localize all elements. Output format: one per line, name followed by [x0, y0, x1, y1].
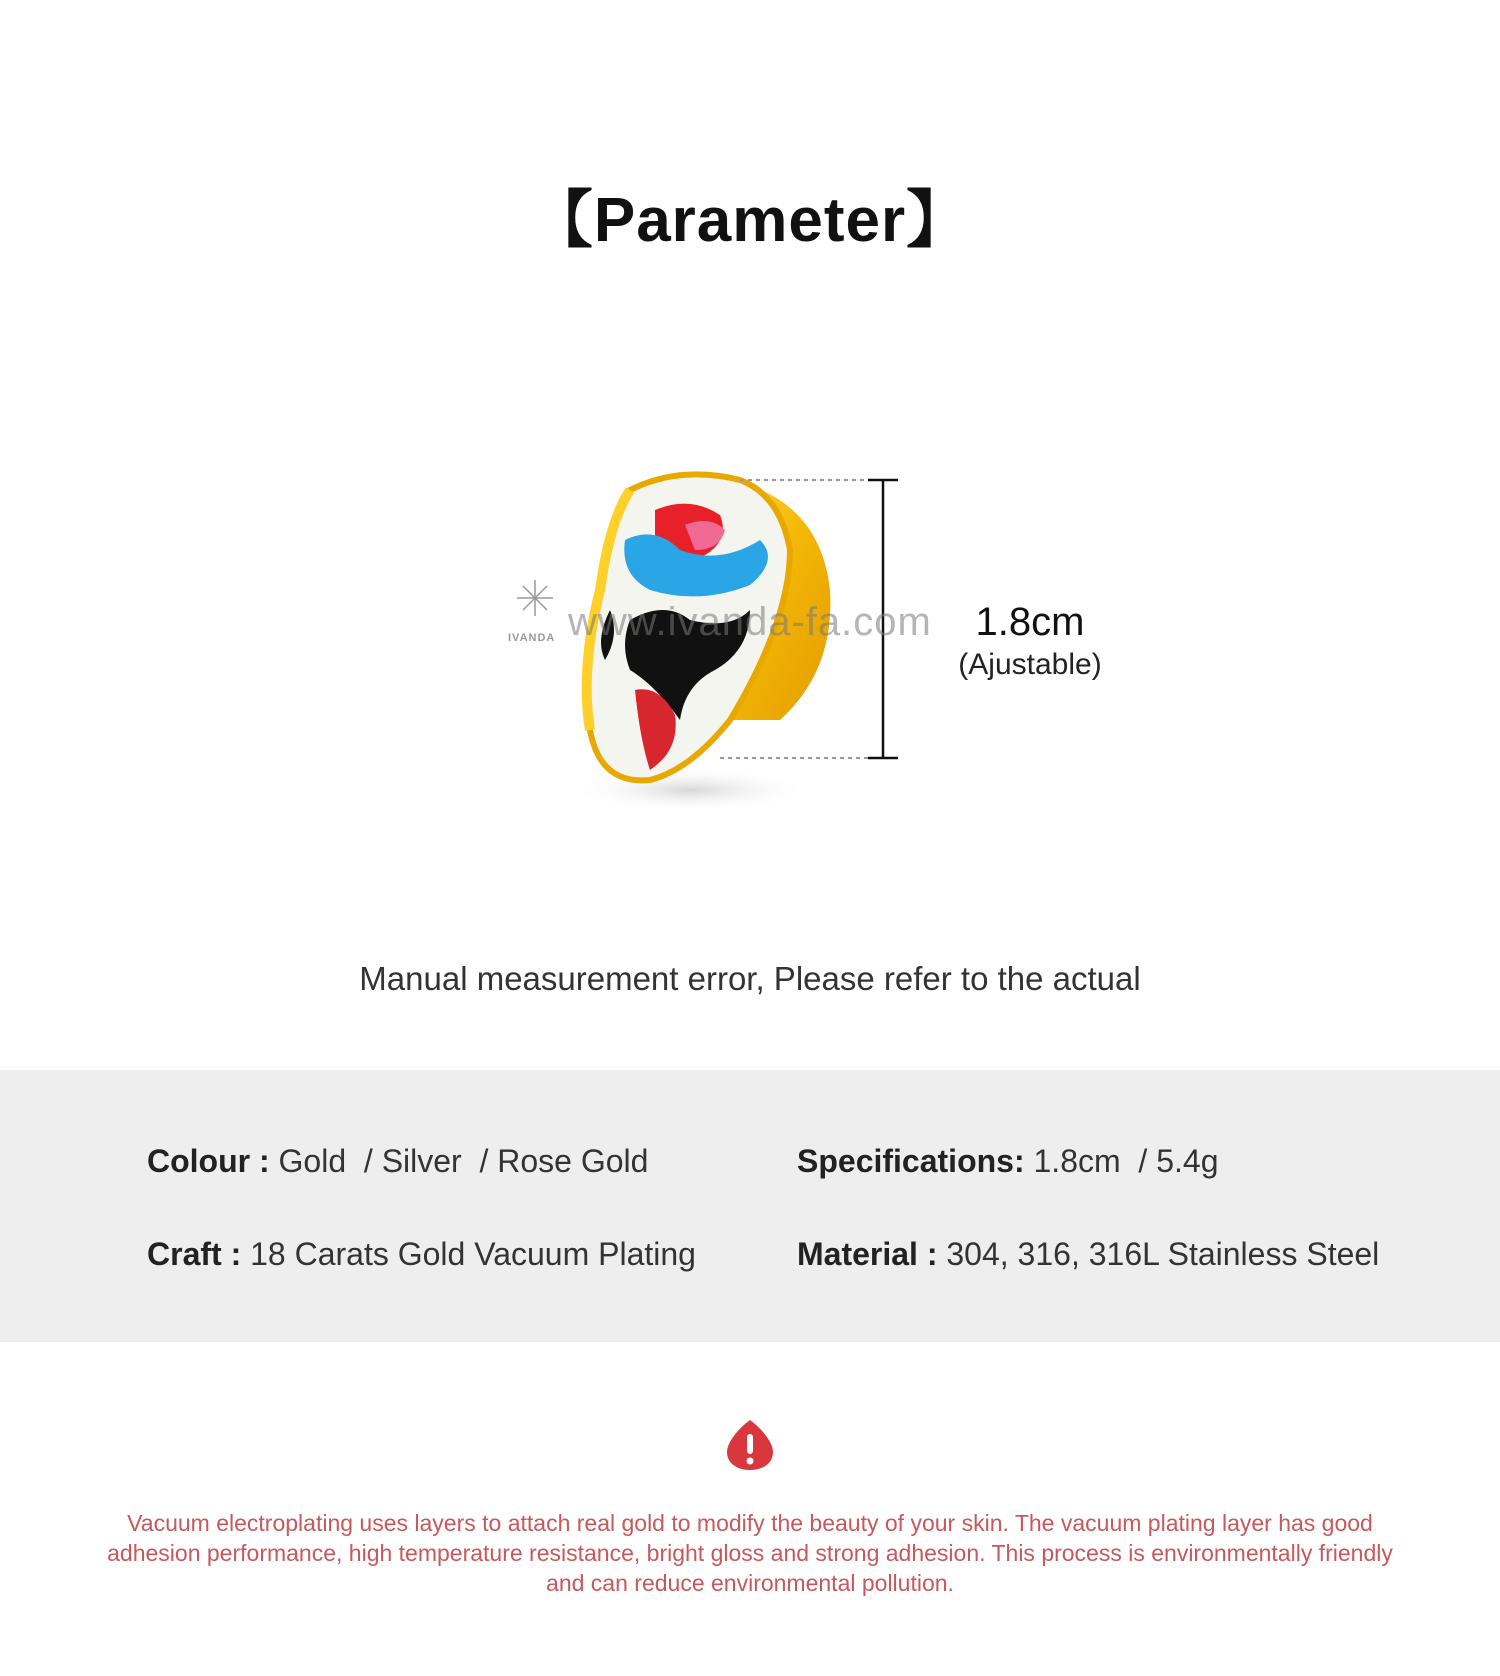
spec-craft-value: 18 Carats Gold Vacuum Plating	[250, 1236, 696, 1272]
specs-panel	[0, 1070, 1500, 1342]
measurement-caption: Manual measurement error, Please refer to the actual	[359, 960, 1141, 997]
spec-colour	[147, 1143, 648, 1180]
spec-specifications-value: 1.8cm / 5.4g	[1033, 1143, 1219, 1179]
spec-craft-label: Craft :	[147, 1236, 242, 1272]
spec-colour-value: Gold / Silver / Rose Gold	[278, 1143, 649, 1179]
spec-material-value: 304, 316, 316L Stainless Steel	[946, 1236, 1380, 1272]
spec-material-label: Material :	[797, 1236, 938, 1272]
dimension-value: 1.8cm	[975, 600, 1085, 644]
spec-specifications	[797, 1143, 1218, 1180]
plating-note: Vacuum electroplating uses layers to attach real gold to modify the beauty of your skin. The vacuum plating layer has good adhesion performance, high temperature resistance, bright gloss and strong adhesion. This process is environmentally friendly and can reduce environmental pollution.	[107, 1510, 1393, 1596]
warning-icon	[725, 1418, 775, 1472]
watermark-brand: IVANDA	[508, 632, 556, 644]
dimension-note: (Ajustable)	[958, 648, 1102, 681]
page-title: 【Parameter】	[530, 186, 970, 255]
spec-specifications-label: Specifications:	[797, 1143, 1025, 1179]
spec-material	[797, 1236, 1379, 1273]
spec-colour-label: Colour :	[147, 1143, 270, 1179]
watermark-text: www.ivanda-fa.com	[568, 600, 932, 644]
spec-craft	[147, 1236, 696, 1273]
